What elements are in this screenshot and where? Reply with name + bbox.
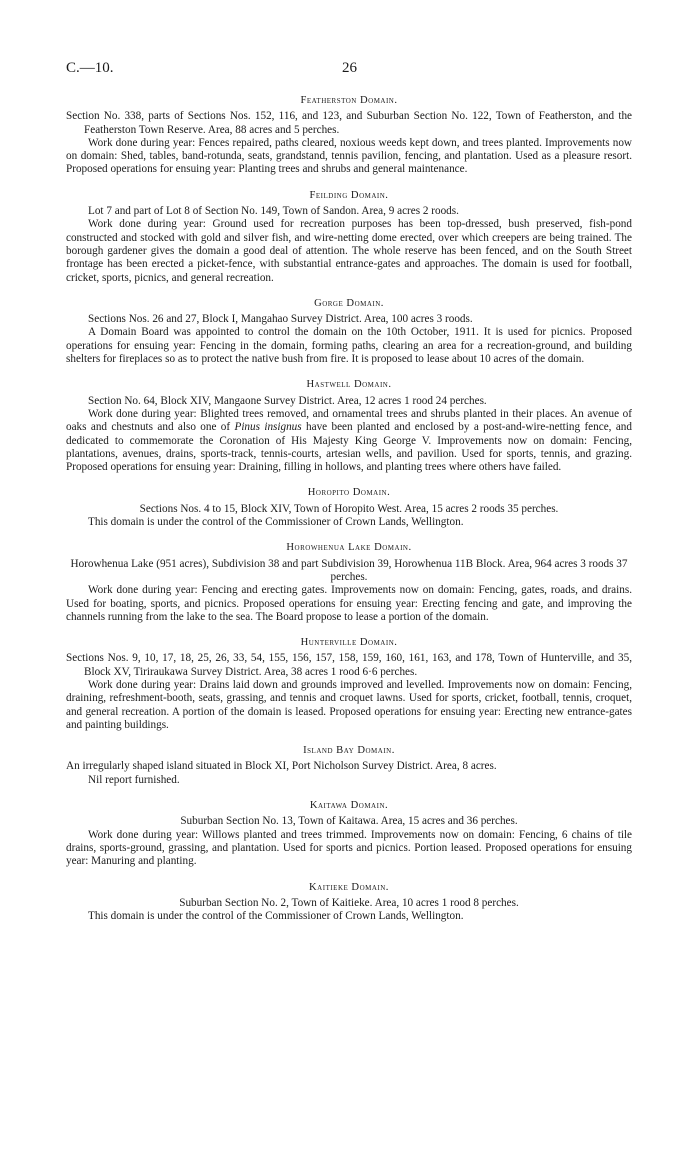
section-body: Work done during year: Ground used for recreation purposes has been top-dressed, bush preserved, fish-pond constructed and stocked with gold and silver fish, and wire-netting dome erected, over which creepers are being trained. The borough gardener gives the domain a good deal of attention. The whole reserve has been fenced, and on the South Street frontage has been erected a picket-fence, with substantial entrance-gates and approaches. The domain is used for football, cricket, sports, picnics, and general recreation.	[66, 218, 632, 284]
section-hunterville	[66, 636, 632, 732]
section-island-bay	[66, 744, 632, 787]
section-body: Work done during year: Blighted trees removed, and ornamental trees and shrubs planted in their places. An avenue of oaks and chestnuts and also one of Pinus insignus have been planted and enclosed by a post-and-wire-netting fence, and dedicated to commemorate the Coronation of His Majesty King George V. Improvements now on domain: Fencing, plantations, avenues, drains, sports-track, tennis-courts, artesian wells, and pavilion. Used for sports, tennis, and grazing. Proposed operations for ensuing year: Draining, filling in hollows, and planting trees where others have failed.	[66, 407, 632, 474]
section-title: Kaitawa Domain.	[309, 800, 389, 812]
section-description: Section No. 338, parts of Sections Nos. 152, 116, and 123, and Suburban Section No. 122, Town of Featherston, and the Featherston Town Reserve. Area, 88 acres and 5 perches.	[66, 110, 632, 136]
section-description: Lot 7 and part of Lot 8 of Section No. 149, Town of Sandon. Area, 9 acres 2 roods.	[88, 205, 459, 218]
section-body: A Domain Board was appointed to control the domain on the 10th October, 1911. It is used for picnics. Proposed operations for ensuing year: Fencing in the domain, forming paths, clearing an area for a recreation-ground, and building shelters for fireplaces so as to protect the native bush from fire. It is proposed to lease about 10 acres of the domain.	[66, 326, 632, 366]
section-horopito	[66, 486, 632, 529]
section-kaitawa	[66, 799, 632, 868]
section-feilding	[66, 189, 632, 285]
section-body: This domain is under the control of the Commissioner of Crown Lands, Wellington.	[88, 516, 464, 529]
page-header	[66, 62, 634, 82]
report-reference: C.—10.	[66, 60, 114, 76]
section-gorge	[66, 297, 632, 366]
section-description: Sections Nos. 4 to 15, Block XIV, Town of Horopito West. Area, 15 acres 2 roods 35 perches.	[139, 502, 559, 515]
section-body: Work done during year: Fencing and erecting gates. Improvements now on domain: Fencing, gates, roads, and drains. Used for boating, sports, and picnics. Proposed operations for ensuing year: Erecting fencing and gate, and improving the channels running from the lake to the sea. The Board propose to lease a portion of the domain.	[66, 584, 632, 623]
domain-sections	[66, 94, 632, 935]
section-featherston	[66, 94, 632, 177]
section-hastwell	[66, 378, 632, 474]
section-description: Horowhenua Lake (951 acres), Subdivision 38 and part Subdivision 39, Horowhenua 11B Block. Area, 964 acres 3 roods 37 perches.	[70, 557, 628, 583]
section-description: Suburban Section No. 13, Town of Kaitawa. Area, 15 acres and 36 perches.	[180, 815, 518, 828]
section-title: Gorge Domain.	[314, 297, 384, 309]
section-title: Featherston Domain.	[300, 95, 398, 106]
section-body: Nil report furnished.	[88, 773, 180, 786]
section-description: Suburban Section No. 2, Town of Kaitieke. Area, 10 acres 1 rood 8 perches.	[179, 896, 519, 909]
page-number: 26	[342, 60, 357, 76]
section-description: Section No. 64, Block XIV, Mangaone Survey District. Area, 12 acres 1 rood 24 perches.	[88, 394, 487, 407]
section-title: Feilding Domain.	[309, 189, 389, 201]
section-body: Work done during year: Willows planted and trees trimmed. Improvements now on domain: Fencing, 6 chains of tile drains, sports-ground, grassing, and plantation. Used for sports and picnics. Portion leased. Proposed operations for ensuing year: Manuring and planting.	[66, 828, 632, 868]
species-name: Pinus insignus	[234, 421, 302, 434]
section-title: Island Bay Domain.	[303, 745, 395, 757]
section-title: Horowhenua Lake Domain.	[286, 542, 412, 554]
section-description: An irregularly shaped island situated in Block XI, Port Nicholson Survey District. Area, 8 acres.	[66, 760, 497, 773]
section-horowhenua-lake	[66, 541, 632, 624]
section-title: Hastwell Domain.	[306, 379, 392, 391]
section-kaitieke	[66, 881, 632, 924]
section-title: Horopito Domain.	[307, 487, 391, 499]
section-body: Work done during year: Fences repaired, paths cleared, noxious weeds kept down, and trees planted. Improvements now on domain: Shed, tables, band-rotunda, seats, grandstand, tennis pavilion, fencing, and plantation. Used as a pleasure resort. Proposed operations for ensuing year: Planting trees and shrubs and general maintenance.	[66, 136, 632, 176]
section-body: Work done during year: Drains laid down and grounds improved and levelled. Improvements now on domain: Fencing, draining, refreshment-booth, seats, grassing, and tennis and croquet lawns. Used for sports, cricket, football, tennis, croquet, and general recreation. A portion of the domain is leased. Proposed operations for ensuing year: Erecting new entrance-gates and painting buildings.	[66, 678, 632, 731]
section-title: Hunterville Domain.	[300, 637, 398, 649]
section-description: Sections Nos. 9, 10, 17, 18, 25, 26, 33, 54, 155, 156, 157, 158, 159, 160, 161, 163, and 178, Town of Hunterville, and 35, Block XV, Tiriraukawa Survey District. Area, 38 acres 1 rood 6·6 perches.	[66, 652, 632, 678]
section-description: Sections Nos. 26 and 27, Block I, Mangahao Survey District. Area, 100 acres 3 roods.	[88, 313, 473, 326]
section-title: Kaitieke Domain.	[309, 881, 389, 893]
section-body: This domain is under the control of the Commissioner of Crown Lands, Wellington.	[88, 910, 464, 923]
